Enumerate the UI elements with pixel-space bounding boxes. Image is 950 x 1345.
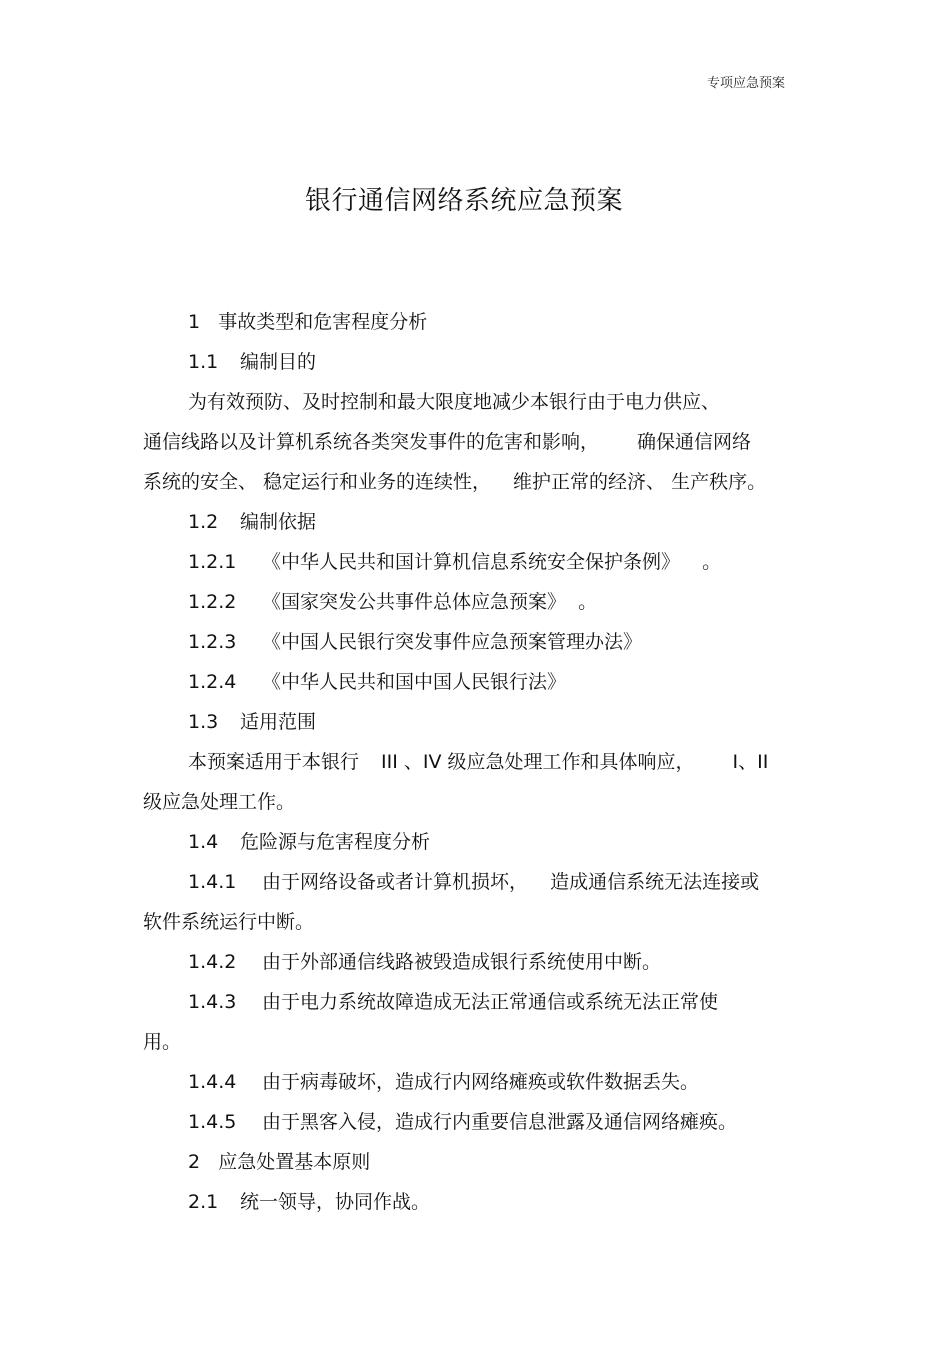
section-number: 2	[188, 1151, 201, 1173]
section-number: 2.1	[188, 1191, 219, 1213]
document-title: 银行通信网络系统应急预案	[304, 186, 623, 216]
list-item	[143, 942, 811, 982]
subsection-heading	[143, 502, 811, 542]
text-segment: 由于网络设备或者计算机损坏，	[262, 871, 529, 893]
section-number: 1.1	[188, 351, 219, 373]
section-heading	[143, 1142, 811, 1182]
punctuation: 。	[702, 551, 722, 573]
section-title: 编制目的	[240, 351, 317, 373]
section-title: 编制依据	[240, 511, 317, 533]
text-segment: 通信线路以及计算机系统各类突发事件的危害和影响，	[143, 431, 600, 453]
text-segment: 由于黑客入侵，造成行内重要信息泄露及通信网络瘫痪。	[262, 1111, 738, 1133]
section-number: 1.4.3	[188, 991, 237, 1013]
text-segment: III 、IV 级应急处理工作和具体响应，	[381, 751, 695, 773]
list-item	[143, 862, 811, 902]
reference-title: 《中国人民银行突发事件应急预案管理办法》	[262, 631, 643, 653]
section-number: 1.3	[188, 711, 219, 733]
subsection-heading	[143, 1182, 811, 1222]
paragraph-line	[143, 462, 811, 502]
section-number: 1.2.3	[188, 631, 237, 653]
text-segment: 由于病毒破坏，造成行内网络瘫痪或软件数据丢失。	[262, 1071, 700, 1093]
section-title: 适用范围	[240, 711, 317, 733]
section-title: 危险源与危害程度分析	[240, 831, 431, 853]
subsection-heading	[143, 342, 811, 382]
text-segment: 由于电力系统故障造成无法正常通信或系统无法正常使	[262, 991, 719, 1013]
list-item	[143, 982, 811, 1022]
paragraph-line: 级应急处理工作。	[143, 791, 296, 813]
page-header: 专项应急预案	[707, 76, 786, 91]
text-segment: 本预案适用于本银行	[188, 751, 360, 773]
list-item	[143, 1102, 811, 1142]
section-title: 应急处置基本原则	[218, 1151, 371, 1173]
section-number: 1.4.2	[188, 951, 237, 973]
reference-item	[143, 582, 811, 622]
punctuation: 。	[578, 591, 598, 613]
text-segment: 造成通信系统无法连接或	[550, 871, 760, 893]
subsection-heading	[143, 702, 811, 742]
text-segment: 维护正常的经济、 生产秩序。	[513, 471, 767, 493]
section-number: 1.4	[188, 831, 219, 853]
section-number: 1.4.4	[188, 1071, 237, 1093]
text-segment: 确保通信网络	[637, 431, 752, 453]
section-title: 统一领导，协同作战。	[240, 1191, 431, 1213]
reference-title: 《中华人民共和国计算机信息系统安全保护条例》	[262, 551, 681, 573]
section-number: 1.2.2	[188, 591, 237, 613]
section-number: 1.4.1	[188, 871, 237, 893]
section-number: 1.2	[188, 511, 219, 533]
text-segment: 系统的安全、 稳定运行和业务的连续性，	[143, 471, 492, 493]
reference-item	[143, 622, 811, 662]
paragraph-line: 用。	[143, 1031, 182, 1053]
paragraph-line: 为有效预防、及时控制和最大限度地减少本银行由于电力供应、	[188, 391, 721, 413]
document-body	[143, 302, 811, 1222]
paragraph-line	[143, 742, 811, 782]
section-number: 1.2.1	[188, 551, 237, 573]
subsection-heading	[143, 822, 811, 862]
text-segment: I、II	[732, 751, 769, 773]
reference-item	[143, 542, 811, 582]
text-segment: 由于外部通信线路被毁造成银行系统使用中断。	[262, 951, 662, 973]
section-title: 事故类型和危害程度分析	[218, 311, 428, 333]
reference-title: 《国家突发公共事件总体应急预案》	[262, 591, 567, 613]
paragraph-line	[143, 422, 811, 462]
reference-title: 《中华人民共和国中国人民银行法》	[262, 671, 567, 693]
paragraph-line: 软件系统运行中断。	[143, 911, 315, 933]
reference-item	[143, 662, 811, 702]
list-item	[143, 1062, 811, 1102]
section-heading	[143, 302, 811, 342]
section-number: 1	[188, 311, 201, 333]
section-number: 1.4.5	[188, 1111, 237, 1133]
section-number: 1.2.4	[188, 671, 237, 693]
